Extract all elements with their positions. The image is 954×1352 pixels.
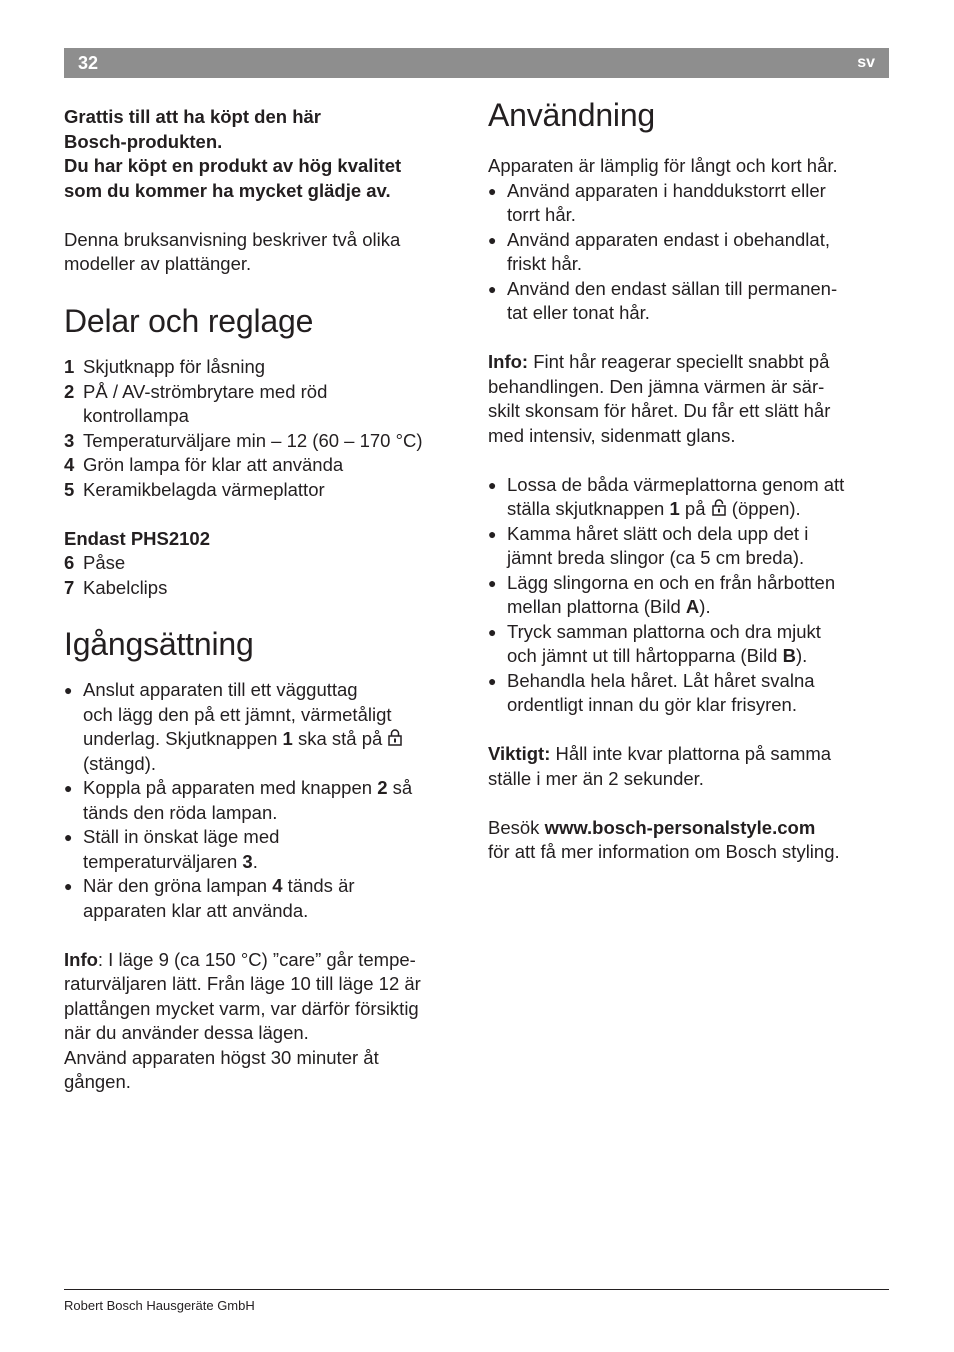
list-item: 3 Temperaturväljare min – 12 (60 – 170 °C) (64, 429, 423, 451)
lock-closed-icon (388, 728, 402, 746)
list-item: 6 Påse (64, 552, 126, 573)
lock-open-icon (712, 498, 726, 516)
list-item: 1 Skjutknapp för låsning (64, 356, 266, 377)
intro-bold: Grattis till att ha köpt den här Bosch-produkten. Du har köpt en produkt av hög kvalitet som du kommer ha mycket glädje av. (64, 106, 402, 201)
important-paragraph: Viktigt: Håll inte kvar plattorna på samma ställe i mer än 2 sekunder. (488, 743, 832, 789)
use-intro: Apparaten är lämplig för långt och kort hår. (488, 155, 838, 176)
model-subheading: Endast PHS2102 (64, 527, 211, 549)
steps-list (488, 473, 890, 718)
list-item: 5 Keramikbelagda värmeplattor (64, 478, 325, 500)
parts-heading: Delar och reglage (64, 303, 314, 339)
visit-paragraph: Besök www.bosch-personalstyle.com för att få mer information om Bosch styling. (488, 816, 840, 862)
info-paragraph: Info: I läge 9 (ca 150 °C) ”care” går tempe- raturväljaren lätt. Från läge 10 till läge 12 är plattången mycket varm, var därför försiktig när du använder dessa lägen. Använd apparaten högst 30 minuter åt gången. (64, 948, 421, 1092)
start-list (64, 678, 464, 923)
list-item: ● Behandla hela håret. Låt håret svalna ordentligt innan du gör klar frisyren. (488, 669, 815, 715)
list-item: ● Tryck samman plattorna och dra mjukt och jämnt ut till hårtopparna (Bild B). (488, 620, 821, 666)
list-item: ● Lossa de båda värmeplattorna genom att ställa skjutknappen 1 på (öppen). (488, 473, 845, 519)
website-link[interactable]: www.bosch-personalstyle.com (544, 816, 816, 838)
info-paragraph: Info: Fint hår reagerar speciellt snabbt på behandlingen. Den jämna värmen är sär- skilt skonsam för håret. Du får ett slätt hår med intensiv, sidenmatt glans. (488, 351, 831, 446)
list-item: ● Lägg slingorna en och en från hårbotten mellan plattorna (Bild A). (488, 571, 836, 617)
list-item: ● Använd den endast sällan till permanen- tat eller tonat hår. (488, 277, 838, 323)
extras-list (64, 551, 464, 600)
footer-divider (64, 1289, 889, 1290)
right-column (488, 95, 890, 865)
list-item: ● Anslut apparaten till ett vägguttag och lägg den på ett jämnt, värmetåligt underlag. Skjutknappen 1 ska stå på (stängd). (64, 678, 464, 776)
use-heading: Användning (488, 97, 656, 133)
footer-company: Robert Bosch Hausgeräte GmbH (64, 1298, 255, 1313)
intro-text: Denna bruksanvisning beskriver två olika modeller av plattänger. (64, 228, 401, 274)
start-heading: Igångsättning (64, 626, 254, 662)
list-item: ● Använd apparaten endast i obehandlat, friskt hår. (488, 228, 830, 274)
use-list (488, 179, 890, 326)
list-item: 7 Kabelclips (64, 576, 168, 598)
list-item: 4 Grön lampa för klar att använda (64, 454, 344, 475)
left-column (64, 105, 464, 1095)
list-item: ● Använd apparaten i handdukstorrt eller torrt hår. (488, 179, 826, 225)
language-code: sv (857, 54, 875, 71)
list-item: ● När den gröna lampan 4 tänds är apparaten klar att använda. (64, 875, 355, 921)
parts-list (64, 355, 464, 502)
list-item: ● Koppla på apparaten med knappen 2 så tänds den röda lampan. (64, 777, 413, 823)
page-number: 32 (78, 53, 99, 73)
list-item: 2 PÅ / AV-strömbrytare med röd kontrollampa (64, 380, 328, 426)
list-item: ● Kamma håret slätt och dela upp det i jämnt breda slingor (ca 5 cm breda). (488, 522, 809, 568)
header-bar (64, 48, 889, 78)
list-item: ● Ställ in önskat läge med temperaturväljaren 3. (64, 826, 280, 872)
